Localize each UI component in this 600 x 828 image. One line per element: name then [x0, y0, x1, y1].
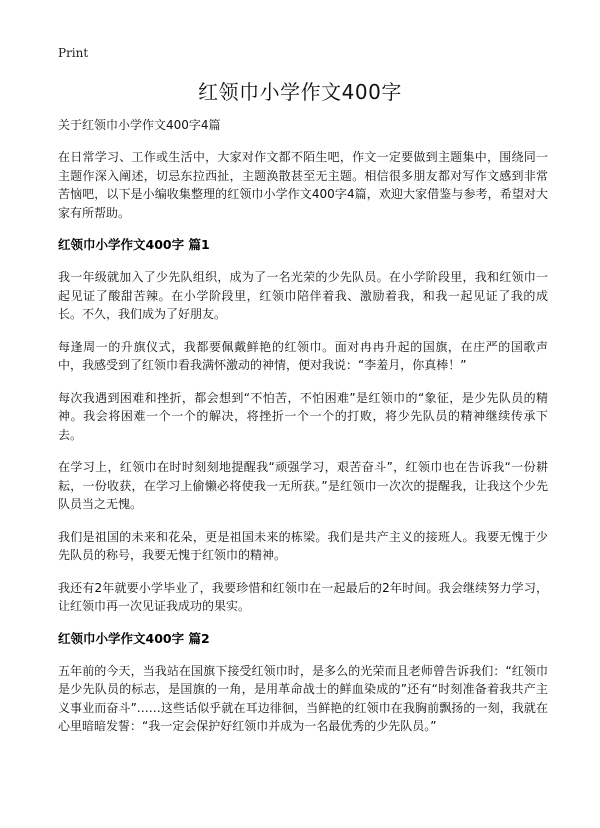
section-heading-2: 红领巾小学作文400字 篇2	[58, 630, 210, 646]
print-link[interactable]: Print	[58, 46, 89, 60]
section-1-paragraph-6: 我还有2年就要小学毕业了，我要珍惜和红领巾在一起最后的2年时间。我会继续努力学习，让红领巾再一次见证我成功的果实。	[58, 580, 548, 613]
intro-paragraph: 在日常学习、工作或生活中，大家对作文都不陌生吧，作文一定要做到主题集中，围绕同一主题作深入阐述，切忌东拉西扯，主题涣散甚至无主题。相信很多朋友都对写作文感到非常苦恼吧，以下是小编收集整理的红领巾小学作文400字4篇，欢迎大家借鉴与参考，希望对大家有所帮助。	[58, 150, 548, 220]
section-1-paragraph-5: 我们是祖国的未来和花朵，更是祖国未来的栋梁。我们是共产主义的接班人。我要无愧于少先队员的称号，我要无愧于红领巾的精神。	[58, 529, 548, 562]
section-2-paragraph-1: 五年前的今天，当我站在国旗下接受红领巾时，是多么的光荣而且老师曾告诉我们：“红领巾是少先队员的标志，是国旗的一角，是用革命战士的鲜血染成的”还有“时刻准备着我共产主义事业而奋斗”……这些话似乎就在耳边徘徊，当鲜艳的红领巾在我胸前飘扬的一刻，我就在心里暗暗发誓：“我一定会保护好红领巾并成为一名最优秀的少先队员。”	[58, 663, 548, 733]
document-body	[58, 116, 548, 750]
section-heading-1: 红领巾小学作文400字 篇1	[58, 237, 210, 252]
section-1-paragraph-3: 每次我遇到困难和挫折，都会想到“不怕苦，不怕困难”是红领巾的“象征，是少先队员的精神。我会将困难一个一个的解决，将挫折一个一个的打败，将少先队员的精神继续传承下去。	[58, 390, 548, 442]
section-1-paragraph-1: 我一年级就加入了少先队组织，成为了一名光荣的少先队员。在小学阶段里，我和红领巾一起见证了酸甜苦辣。在小学阶段里，红领巾陪伴着我、激励着我，和我一起见证了我的成长。不久，我们成为了好朋友。	[58, 270, 548, 321]
section-1-paragraph-2: 每逢周一的升旗仪式，我都要佩戴鲜艳的红领巾。面对冉冉升起的国旗，在庄严的国歌声中，我感受到了红领巾看我满怀激动的神情，便对我说：“李羞月，你真棒！”	[58, 339, 548, 372]
document-subtitle: 关于红领巾小学作文400字4篇	[58, 118, 221, 132]
document-title: 红领巾小学作文400字	[198, 80, 402, 104]
section-1-paragraph-4: 在学习上，红领巾在时时刻刻地提醒我“顽强学习，艰苦奋斗”，红领巾也在告诉我“一份耕耘，一份收获，在学习上偷懒必将使我一无所获。”是红领巾一次次的提醒我，让我这个少先队员当之无愧。	[58, 460, 548, 511]
